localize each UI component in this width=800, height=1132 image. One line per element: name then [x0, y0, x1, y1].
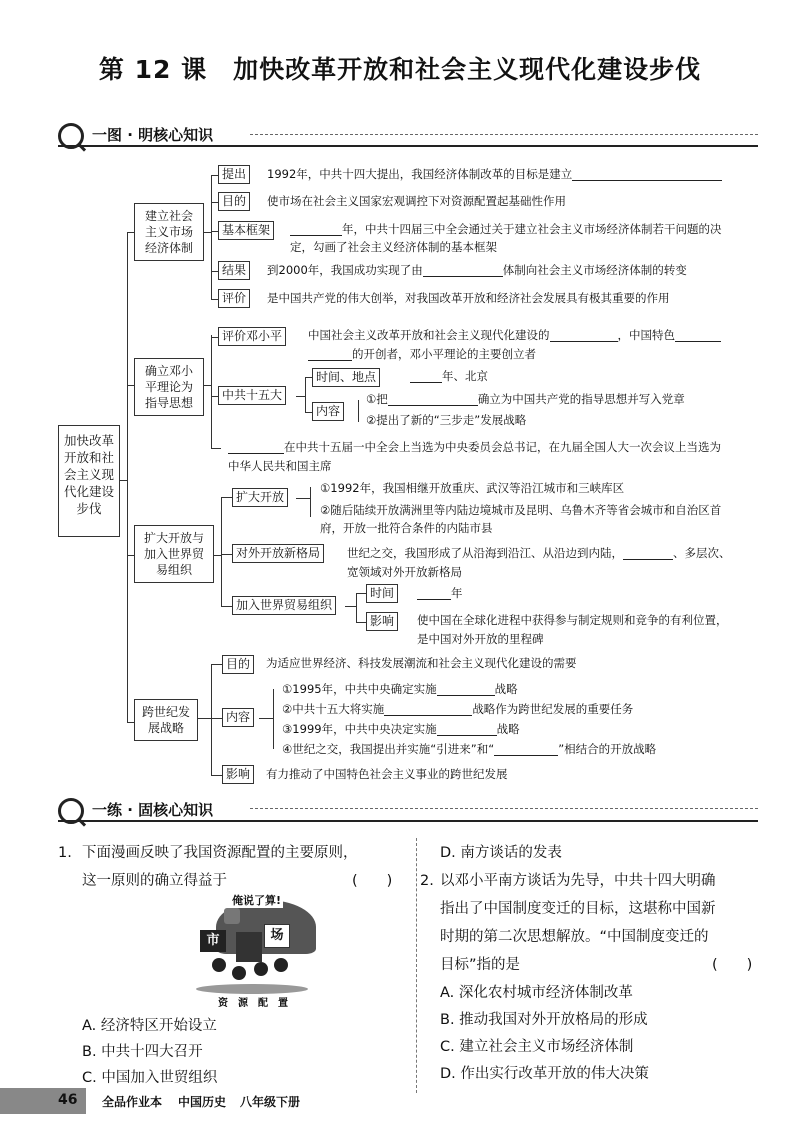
branch2-time-text: 年、北京	[410, 366, 488, 386]
congress-connector	[296, 396, 305, 397]
content-bracket	[358, 400, 359, 422]
branch1-item1-text: 1992年，中共十四大提出，我国经济体制改革的目标是建立	[267, 164, 722, 184]
q2-option-b[interactable]: B. 推动我国对外开放格局的形成	[440, 1012, 648, 1028]
q1-option-b[interactable]: B. 中共十四大召开	[82, 1044, 203, 1060]
branch2-eval-text: 中国社会主义改革开放和社会主义现代化建设的 ，中国特色	[308, 325, 721, 345]
branch1-item3-text2: 定，勾画了社会主义经济体制的基本框架	[290, 240, 497, 254]
blank	[228, 439, 284, 454]
tag-expand: 扩大开放	[232, 488, 288, 507]
branch3-wto-time: 年	[417, 583, 463, 603]
tag-jieguo: 结果	[218, 261, 250, 280]
branch2-leader-text: 在中共十五届一中全会上当选为中央委员会总书记，在九届全国人大一次会议上当选为	[228, 437, 721, 457]
q1-line2: 这一原则的确立得益于	[82, 873, 227, 889]
branch3-spine	[221, 497, 222, 606]
branch3-pattern-text: 世纪之交，我国形成了从沿海到沿江、从沿边到内陆， 、多层次、	[347, 546, 731, 560]
cartoon-person	[212, 958, 226, 972]
branch2-leader-text2: 中华人民共和国主席	[228, 459, 332, 473]
branch4-purpose: 为适应世界经济、科技发展潮流和社会主义现代化建设的需要	[266, 656, 577, 670]
branch4-c4: ④世纪之交，我国提出并实施“引进来”和“ ”相结合的开放战略	[282, 742, 657, 756]
blank	[437, 721, 497, 736]
expand-bracket	[310, 487, 311, 517]
q1-number: 1.	[58, 845, 72, 861]
time-connector	[305, 377, 312, 378]
section-rule-2	[58, 820, 758, 822]
blank	[308, 346, 352, 361]
tag-wto: 加入世界贸易组织	[232, 596, 336, 615]
blank	[290, 221, 342, 236]
content-connector	[305, 412, 312, 413]
branch2-spine	[211, 335, 212, 448]
branch1-spine-connector	[204, 232, 211, 233]
wto-spine	[356, 593, 357, 622]
section-title-2: 一练 · 固核心知识	[92, 801, 214, 819]
branch3-expand1: ①1992年，我国相继开放重庆、武汉等沿江城市和三峡库区	[320, 481, 625, 495]
q2-option-a[interactable]: A. 深化农村城市经济体制改革	[440, 985, 633, 1001]
leader-connector	[211, 448, 221, 449]
q1-option-a[interactable]: A. 经济特区开始设立	[82, 1018, 217, 1034]
wto-connector	[345, 606, 356, 607]
cartoon-person	[274, 958, 288, 972]
section-title-1: 一图 · 明核心知识	[92, 126, 214, 144]
blank	[675, 327, 721, 342]
cartoon-sign-2: 场	[264, 924, 290, 948]
q1-option-d[interactable]: D. 南方谈话的发表	[440, 845, 562, 861]
section-rule-1	[58, 145, 758, 147]
root-topic-box	[58, 425, 120, 537]
blank	[494, 741, 558, 756]
branch1-spine	[211, 175, 212, 300]
column-divider	[416, 838, 417, 1093]
blank	[623, 545, 673, 560]
branch3-pattern-text2: 宽领域对外开放新格局	[347, 565, 462, 579]
tag-kuangjia: 基本框架	[218, 221, 274, 240]
footer-subject: 中国历史	[178, 1095, 227, 1109]
branch2-connector	[127, 385, 134, 386]
q1-cartoon	[178, 892, 326, 1012]
congress-spine	[305, 377, 306, 412]
blank	[437, 681, 495, 696]
branch4-spine	[211, 664, 212, 775]
branch3-wto-effect2: 是中国对外开放的里程碑	[417, 632, 544, 646]
cartoon-caption: 资 源 配 置	[218, 998, 288, 1009]
q2-line3: 时期的第二次思想解放。“中国制度变迁的	[440, 929, 709, 945]
q1-option-c[interactable]: C. 中国加入世贸组织	[82, 1070, 218, 1086]
tag-connector	[211, 175, 218, 176]
q2-option-c[interactable]: C. 建立社会主义市场经济体制	[440, 1039, 634, 1055]
branch3-label: 扩大开放与加入世界贸易组织	[143, 531, 204, 577]
blank	[410, 368, 442, 383]
tag-content: 内容	[222, 708, 254, 727]
branch4-spine-connector	[198, 718, 211, 719]
section-dash-2	[250, 808, 758, 809]
tag-connector	[211, 775, 222, 776]
cartoon-person	[254, 962, 268, 976]
blank	[423, 262, 503, 277]
branch2-content1: ①把 确立为中国共产党的指导思想并写入党章	[366, 392, 685, 406]
blank	[572, 166, 722, 181]
footer-grade: 八年级下册	[240, 1095, 301, 1109]
q2-option-d[interactable]: D. 作出实行改革开放的伟大决策	[440, 1066, 649, 1082]
section-dash-1	[250, 134, 758, 135]
branch4-label: 跨世纪发展战略	[141, 705, 190, 735]
footer-book: 全品作业本	[102, 1095, 163, 1109]
q1-line1: 下面漫画反映了我国资源配置的主要原则，	[82, 845, 358, 861]
content4-bracket	[273, 689, 274, 749]
tag-content: 内容	[312, 402, 344, 421]
tag-connector	[211, 396, 218, 397]
tag-effect: 影响	[222, 765, 254, 784]
tag-pingjia: 评价	[218, 289, 250, 308]
tag-connector	[211, 299, 218, 300]
branch2-eval-text2: 的开创者，邓小平理论的主要创立者	[308, 344, 536, 364]
tag-connector	[221, 497, 232, 498]
cartoon-ground	[196, 984, 308, 994]
tag-new-pattern: 对外开放新格局	[232, 544, 324, 563]
q2-number: 2.	[420, 873, 434, 889]
branch4-connector	[127, 722, 134, 723]
tag-mudi: 目的	[218, 192, 250, 211]
expand-connector	[296, 498, 310, 499]
branch4-c2: ②中共十五大将实施 战略作为跨世纪发展的重要任务	[282, 702, 634, 716]
branch3-expand2a: ②随后陆续开放满洲里等内陆边境城市及昆明、乌鲁木齐等省会城市和自治区首	[320, 503, 722, 517]
tag-purpose: 目的	[222, 655, 254, 674]
branch3-box	[134, 525, 214, 583]
blank	[384, 701, 472, 716]
tag-connector	[211, 337, 218, 338]
branch3-connector	[127, 555, 134, 556]
q2-line1: 以邓小平南方谈话为先导，中共十四大明确	[440, 873, 716, 889]
tag-time-place: 时间、地点	[312, 368, 380, 387]
q1-answer-paren: ( )	[352, 873, 393, 889]
branch4-c1: ①1995年，中共中央确定实施 战略	[282, 682, 518, 696]
cartoon-figure-head	[224, 908, 240, 924]
q2-answer-paren: ( )	[712, 957, 753, 973]
tag-connector	[221, 554, 232, 555]
branch1-item3-text: 年，中共十四届三中全会通过关于建立社会主义市场经济体制若干问题的决	[290, 219, 722, 239]
tag-connector	[211, 718, 222, 719]
tag-wto-effect: 影响	[366, 612, 398, 631]
tag-connector	[211, 202, 218, 203]
root-connector	[120, 480, 127, 481]
branch1-item5-text: 是中国共产党的伟大创举，对我国改革开放和经济社会发展具有极其重要的作用	[267, 291, 670, 305]
branch2-content2: ②提出了新的“三步走”发展战略	[366, 413, 527, 427]
branch1-item4-text: 到2000年，我国成功实现了由 体制向社会主义市场经济体制的转变	[267, 263, 687, 277]
branch3-expand2b: 府，开放一批符合条件的内陆市县	[320, 521, 493, 535]
blank	[388, 391, 478, 406]
cartoon-sign-1: 市	[200, 930, 226, 952]
tag-eval-deng: 评价邓小平	[218, 327, 286, 346]
tag-connector	[211, 664, 222, 665]
cartoon-speech: 俺说了算!	[232, 894, 282, 907]
footer-page-number: 46	[58, 1092, 78, 1108]
tag-connector	[211, 271, 218, 272]
branch4-c3: ③1999年，中共中央决定实施 战略	[282, 722, 520, 736]
root-topic-label: 加快改革开放和社会主义现代化建设步伐	[63, 433, 114, 516]
wto-effect-connector	[356, 622, 366, 623]
branch3-spine-connector	[214, 555, 221, 556]
branch2-label: 确立邓小平理论为指导思想	[144, 364, 193, 410]
main-spine	[127, 232, 128, 722]
tag-connector	[221, 606, 232, 607]
cartoon-person	[232, 966, 246, 980]
branch2-box	[134, 358, 204, 416]
branch4-box	[134, 699, 198, 741]
branch2-spine-connector	[204, 385, 211, 386]
branch3-wto-effect: 使中国在全球化进程中获得参与制定规则和竞争的有利位置，	[417, 613, 728, 627]
page-title: 第 12 课 加快改革开放和社会主义现代化建设步伐	[98, 55, 702, 84]
q2-line2: 指出了中国制度变迁的目标，这堪称中国新	[440, 901, 716, 917]
tag-connector	[211, 231, 218, 232]
wto-time-connector	[356, 593, 366, 594]
blank	[417, 585, 451, 600]
blank	[550, 327, 618, 342]
cartoon-figure	[236, 932, 262, 962]
tag-tichu: 提出	[218, 165, 250, 184]
q2-line4: 目标”指的是	[440, 957, 521, 973]
branch1-label: 建立社会主义市场经济体制	[144, 209, 193, 255]
branch1-box	[134, 203, 204, 261]
branch1-item2-text: 使市场在社会主义国家宏观调控下对资源配置起基础性作用	[267, 194, 566, 208]
branch1-connector	[127, 232, 134, 233]
tag-wto-time: 时间	[366, 584, 398, 603]
content4-connector	[259, 718, 273, 719]
tag-congress-15: 中共十五大	[218, 386, 286, 405]
branch4-effect: 有力推动了中国特色社会主义事业的跨世纪发展	[266, 767, 508, 781]
